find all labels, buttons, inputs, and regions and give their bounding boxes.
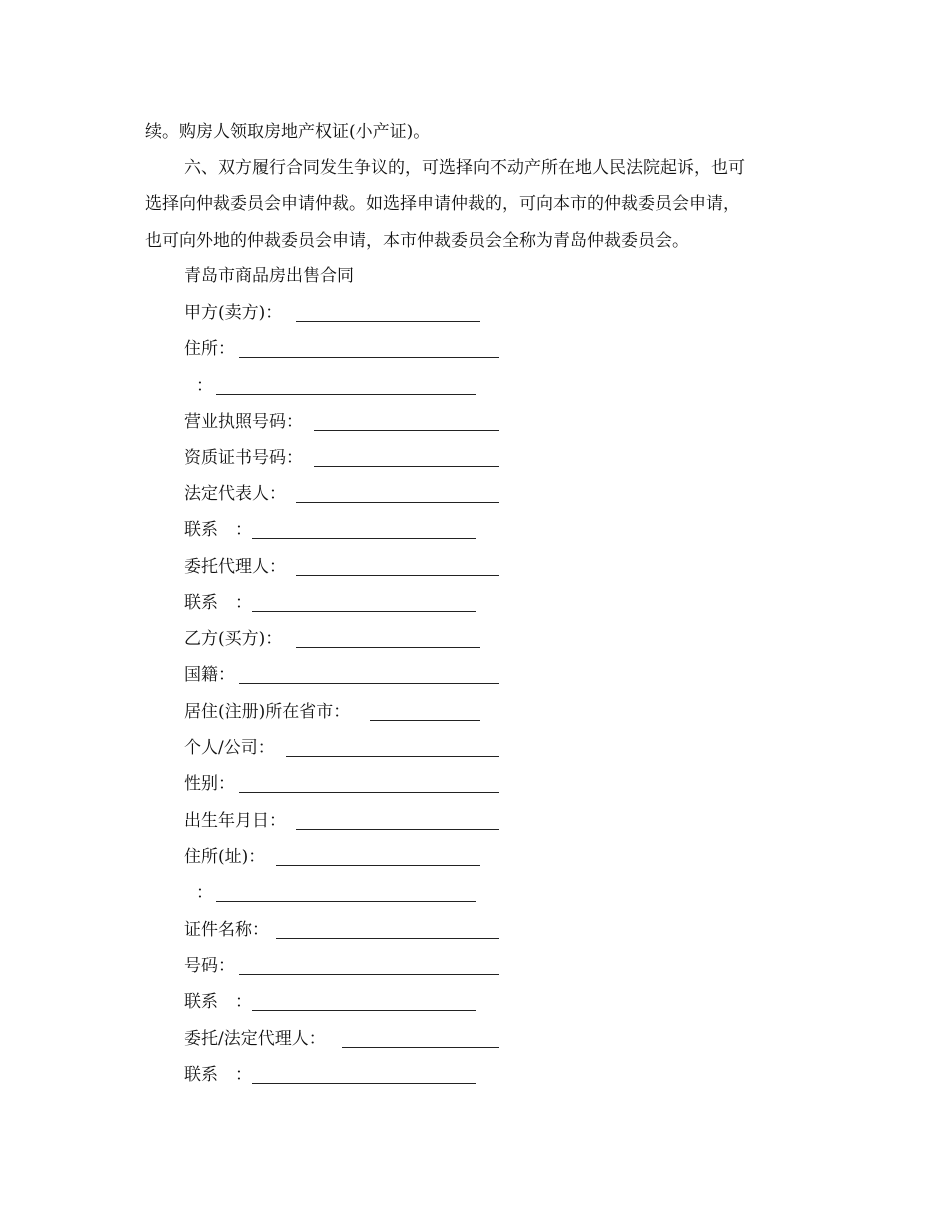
field-buyer-address (184, 846, 504, 868)
field-individual-company (184, 737, 504, 759)
fill-blank-line (252, 538, 476, 539)
field-label: 住所： (184, 339, 235, 359)
field-label: 联系 ： (184, 520, 252, 540)
field-label: 委托代理人： (184, 557, 286, 577)
field-seller (184, 302, 504, 324)
paragraph-dispute-clause-line1: 六、双方履行合同发生争议的，可选择向不动产所在地人民法院起诉，也可 (184, 158, 745, 178)
field-legal-representative (184, 483, 504, 505)
fill-blank-line (216, 901, 476, 902)
field-label: 居住(注册)所在省市： (184, 702, 351, 722)
field-date-of-birth (184, 810, 504, 832)
field-label: 联系 ： (184, 992, 252, 1012)
field-buyer-contact (184, 991, 504, 1013)
field-label: 法定代表人： (184, 484, 286, 504)
fill-blank-line (370, 720, 480, 721)
fill-blank-line (314, 466, 499, 467)
field-gender (184, 773, 504, 795)
fill-blank-line (239, 683, 499, 684)
fill-blank-line (296, 321, 480, 322)
fill-blank-line (252, 1010, 476, 1011)
fill-blank-line (276, 938, 499, 939)
fill-blank-line (296, 575, 499, 576)
fill-blank-line (342, 1047, 499, 1048)
field-label: 性别： (184, 774, 235, 794)
field-qualification-certificate-number (184, 447, 504, 469)
contract-title: 青岛市商品房出售合同 (184, 266, 354, 286)
fill-blank-line (276, 865, 480, 866)
field-label: 甲方(卖方)： (184, 303, 283, 323)
field-label: 住所(址)： (184, 847, 266, 867)
field-label: 联系 ： (184, 1065, 252, 1085)
paragraph-dispute-clause-line3: 也可向外地的仲裁委员会申请，本市仲裁委员会全称为青岛仲裁委员会。 (145, 231, 689, 251)
field-label: 个人/公司： (184, 738, 275, 758)
field-label: 乙方(买方)： (184, 629, 283, 649)
field-buyer-agent-contact (184, 1064, 504, 1086)
fill-blank-line (296, 829, 499, 830)
field-label: 号码： (184, 956, 235, 976)
field-buyer-address-extra (184, 882, 504, 904)
field-business-license-number (184, 411, 504, 433)
fill-blank-line (239, 792, 499, 793)
field-label: ： (196, 883, 213, 903)
fill-blank-line (252, 611, 476, 612)
fill-blank-line (239, 974, 499, 975)
field-label: 出生年月日： (184, 811, 286, 831)
field-seller-address (184, 338, 504, 360)
field-nationality (184, 664, 504, 686)
field-seller-agent (184, 556, 504, 578)
paragraph-continuation: 续。购房人领取房地产权证(小产证)。 (145, 122, 431, 142)
field-label: 证件名称： (184, 920, 269, 940)
field-id-document-name (184, 919, 504, 941)
paragraph-dispute-clause-line2: 选择向仲裁委员会申请仲裁。如选择申请仲裁的，可向本市的仲裁委员会申请， (145, 194, 740, 214)
field-id-number (184, 955, 504, 977)
field-seller-contact (184, 519, 504, 541)
field-seller-address-extra (184, 375, 504, 397)
field-label: 委托/法定代理人： (184, 1029, 326, 1049)
field-seller-agent-contact (184, 592, 504, 614)
field-label: 资质证书号码： (184, 448, 303, 468)
fill-blank-line (314, 430, 499, 431)
field-buyer-agent (184, 1028, 504, 1050)
field-label: ： (196, 376, 213, 396)
field-label: 联系 ： (184, 593, 252, 613)
fill-blank-line (296, 647, 480, 648)
field-label: 国籍： (184, 665, 235, 685)
fill-blank-line (286, 756, 499, 757)
field-residence-province-city (184, 701, 504, 723)
fill-blank-line (252, 1083, 476, 1084)
fill-blank-line (239, 357, 499, 358)
field-buyer (184, 628, 504, 650)
field-label: 营业执照号码： (184, 412, 303, 432)
fill-blank-line (296, 502, 499, 503)
fill-blank-line (216, 394, 476, 395)
